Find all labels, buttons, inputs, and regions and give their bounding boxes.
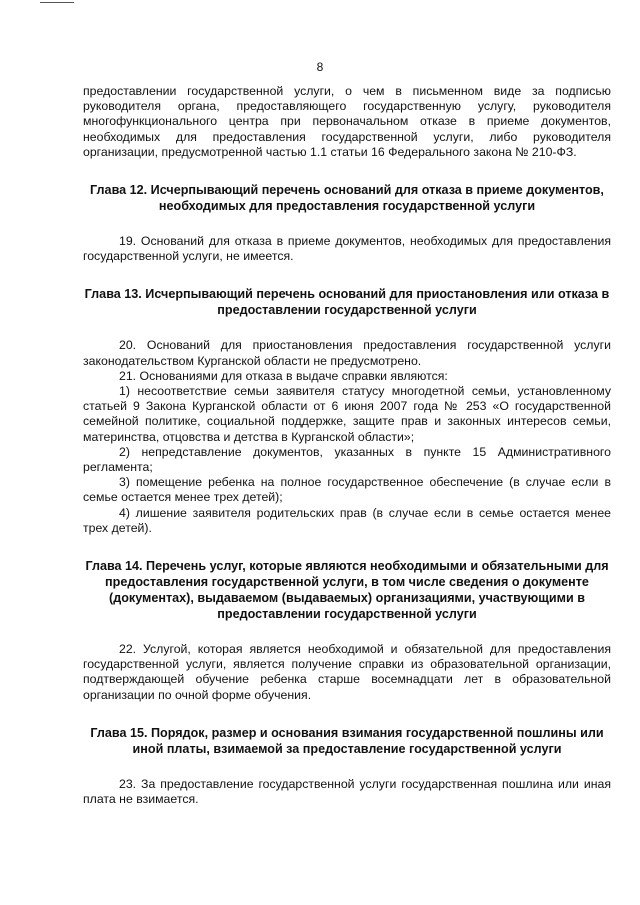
list-item: 2) непредставление документов, указанных в пункте 15 Административного регламента; — [83, 444, 611, 475]
paragraph-21: 21. Основаниями для отказа в выдаче справки являются: — [119, 368, 448, 383]
chapter-12-heading: Глава 12. Исчерпывающий перечень оснований для отказа в приеме документов, необходимых для предоставления государственной услуги — [90, 183, 604, 214]
scan-edge-mark — [40, 2, 74, 3]
continuation-paragraph: предоставлении государственной услуги, о чем в письменном виде за подписью руководителя органа, предоставляющего государственную услугу, руководителя многофункционального центра при первоначальном отказе в приеме документов, необходимых для предоставления государственной услуги, либо руководителя организации, предусмотренной частью 1.1 статьи 16 Федерального закона № 210-ФЗ. — [83, 84, 611, 159]
list-item: 1) несоответствие семьи заявителя статусу многодетной семьи, установленному статьей 9 Закона Курганской области от 6 июня 2007 года № 253 «О государственной семейной политике, социальной поддержке, защите прав и законных интересов семьи, материнства, отцовства и детства в Курганской области»; — [83, 384, 611, 444]
paragraph-23: 23. За предоставление государственной услуги государственная пошлина или иная плата не взимается. — [83, 776, 611, 807]
paragraph-20: 20. Оснований для приостановления предоставления государственной услуги законодательством Курганской области не предусмотрено. — [83, 338, 611, 368]
document-body — [83, 84, 611, 807]
list-item: 3) помещение ребенка на полное государственное обеспечение (в случае если в семье остается менее трех детей); — [83, 475, 611, 505]
paragraph-22: 22. Услугой, которая является необходимой и обязательной для предоставления государственной услуги, является получение справки из образовательной организации, подтверждающей обучение ребенка старше восемнадцати лет в образовательной организации по очной форме обучения. — [83, 642, 611, 702]
chapter-14-heading: Глава 14. Перечень услуг, которые являются необходимыми и обязательными для предоставления государственной услуги, в том числе сведения о документе (документах), выдаваемом (выдаваемых) организациями, участвующими в предоставлении государственной услуги — [85, 559, 609, 622]
chapter-13-heading: Глава 13. Исчерпывающий перечень оснований для приостановления или отказа в предоставлении государственной услуги — [84, 287, 610, 318]
paragraph-19: 19. Оснований для отказа в приеме документов, необходимых для предоставления государственной услуги, не имеется. — [83, 234, 611, 264]
list-item: 4) лишение заявителя родительских прав (в случае если в семье остается менее трех детей). — [83, 505, 611, 535]
chapter-15-heading: Глава 15. Порядок, размер и основания взимания государственной пошлины или иной платы, взимаемой за предоставление государственной услуги — [90, 725, 604, 756]
page-number: 8 — [316, 60, 324, 74]
